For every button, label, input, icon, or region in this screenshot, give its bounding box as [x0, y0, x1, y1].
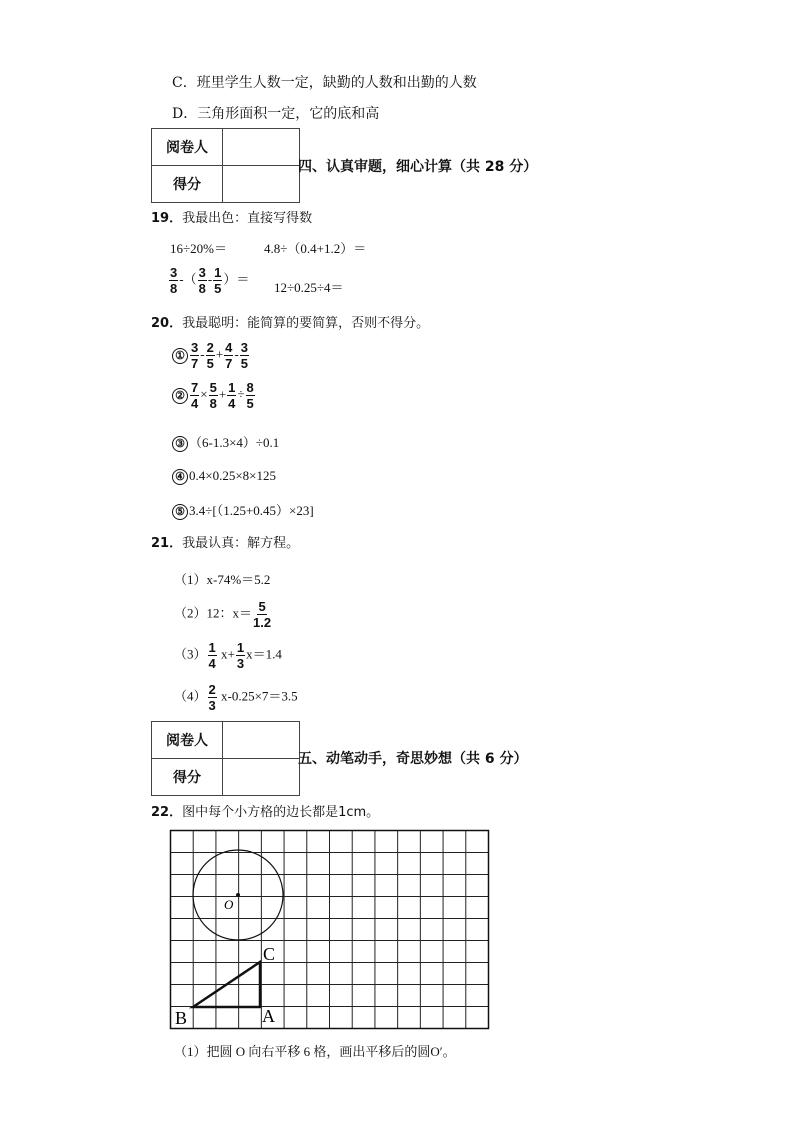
score-field[interactable] [223, 166, 300, 203]
fraction: $\frac{5}{8}$ [209, 380, 217, 411]
score-box-1 [151, 128, 300, 203]
q20-problem-4: ④ 0.4×0.25×8×125 [172, 468, 276, 485]
reviewer-label: 阅卷人 [152, 129, 223, 166]
q20-heading [151, 312, 429, 331]
fraction: $\frac{3}{8}$ [170, 265, 178, 296]
fraction: $\frac{3}{7}$ [191, 340, 199, 371]
fraction: $\frac{8}{5}$ [246, 380, 254, 411]
fraction: $\frac{1}{4}$ [208, 640, 216, 671]
fraction: $\frac{4}{7}$ [225, 340, 233, 371]
option-d: D．三角形面积一定，它的底和高 [172, 106, 380, 122]
q21-text: 我最认真：解方程。 [182, 536, 300, 551]
q22-text: 图中每个小方格的边长都是1cm。 [182, 805, 380, 820]
fraction: $\frac{3}{5}$ [240, 340, 248, 371]
score-label: 得分 [152, 759, 223, 796]
q19-heading [151, 207, 312, 226]
circle-center-dot [236, 893, 240, 897]
score-field[interactable] [223, 759, 300, 796]
q20-number: 20． [151, 316, 183, 331]
q22-number: 22． [151, 805, 183, 820]
fraction: $\frac{2}{3}$ [208, 682, 216, 713]
circled-number: ② [172, 388, 188, 404]
fraction: $\frac{3}{8}$ [198, 265, 206, 296]
option-c: C．班里学生人数一定，缺勤的人数和出勤的人数 [172, 75, 477, 91]
reviewer-field[interactable] [223, 722, 300, 759]
q21-equation-4: （4） $\frac{2}{3}$ x-0.25×7＝3.5 [174, 682, 298, 713]
label-c: C [263, 944, 276, 964]
q20-problem-1: ① $\frac{3}{7}$ - $\frac{2}{5}$ + $\frac{4}{7}$ - $\frac{3}{5}$ [172, 341, 250, 370]
circled-number: ⑤ [172, 504, 188, 520]
label-a: A [262, 1006, 275, 1026]
circled-number: ④ [172, 469, 188, 485]
q20-problem-2: ② $\frac{7}{4}$ × $\frac{5}{8}$ + $\frac{1}{4}$ ÷ $\frac{8}{5}$ [172, 381, 256, 410]
reviewer-label: 阅卷人 [152, 722, 223, 759]
q19-expr-4: 12÷0.25÷4＝ [274, 280, 344, 295]
q19-text: 我最出色：直接写得数 [182, 211, 313, 226]
label-o: O [224, 897, 234, 912]
q21-equation-1: （1）x-74%＝5.2 [174, 572, 271, 587]
q21-number: 21． [151, 536, 183, 551]
fraction: $\frac{1}{5}$ [214, 265, 222, 296]
q19-number: 19． [151, 211, 183, 226]
q20-problem-3: ③ （6-1.3×4）÷0.1 [172, 432, 279, 452]
circled-number: ③ [172, 436, 188, 452]
section-5-title: 五、动笔动手，奇思妙想（共 6 分） [298, 751, 528, 767]
q19-expr-2: 4.8÷（0.4+1.2）＝ [264, 241, 367, 256]
q22-heading [151, 801, 379, 820]
fraction: $\frac{7}{4}$ [191, 380, 199, 411]
score-label: 得分 [152, 166, 223, 203]
section-4-title: 四、认真审题，细心计算（共 28 分） [298, 159, 538, 175]
score-box-2 [151, 721, 300, 796]
grid-figure [166, 826, 496, 1034]
label-b: B [175, 1008, 188, 1028]
circled-number: ① [172, 348, 188, 364]
fraction: $\frac{5}{1.2}$ [253, 599, 272, 630]
fraction: $\frac{2}{5}$ [206, 340, 214, 371]
q21-equation-3: （3） $\frac{1}{4}$ x+ $\frac{1}{3}$ x＝1.4 [174, 640, 282, 671]
grid-lines [171, 831, 489, 1029]
q19-expr-3: $\frac{3}{8}$ -（ $\frac{3}{8}$ - $\frac{1}{5}$ ）＝ [170, 265, 250, 296]
q20-text: 我最聪明：能简算的要简算，否则不得分。 [182, 316, 430, 331]
q22-sub-1: （1）把圆 O 向右平移 6 格，画出平移后的圆O′。 [174, 1044, 456, 1059]
fraction: $\frac{1}{3}$ [236, 640, 245, 671]
reviewer-field[interactable] [223, 129, 300, 166]
q21-equation-2: （2）12：x＝ $\frac{5}{1.2}$ [174, 599, 272, 630]
fraction: $\frac{1}{4}$ [228, 380, 236, 411]
q21-heading [151, 532, 299, 551]
q19-expr-1: 16÷20%＝ [170, 241, 227, 256]
q20-problem-5: ⑤ 3.4÷[（1.25+0.45）×23] [172, 500, 314, 520]
